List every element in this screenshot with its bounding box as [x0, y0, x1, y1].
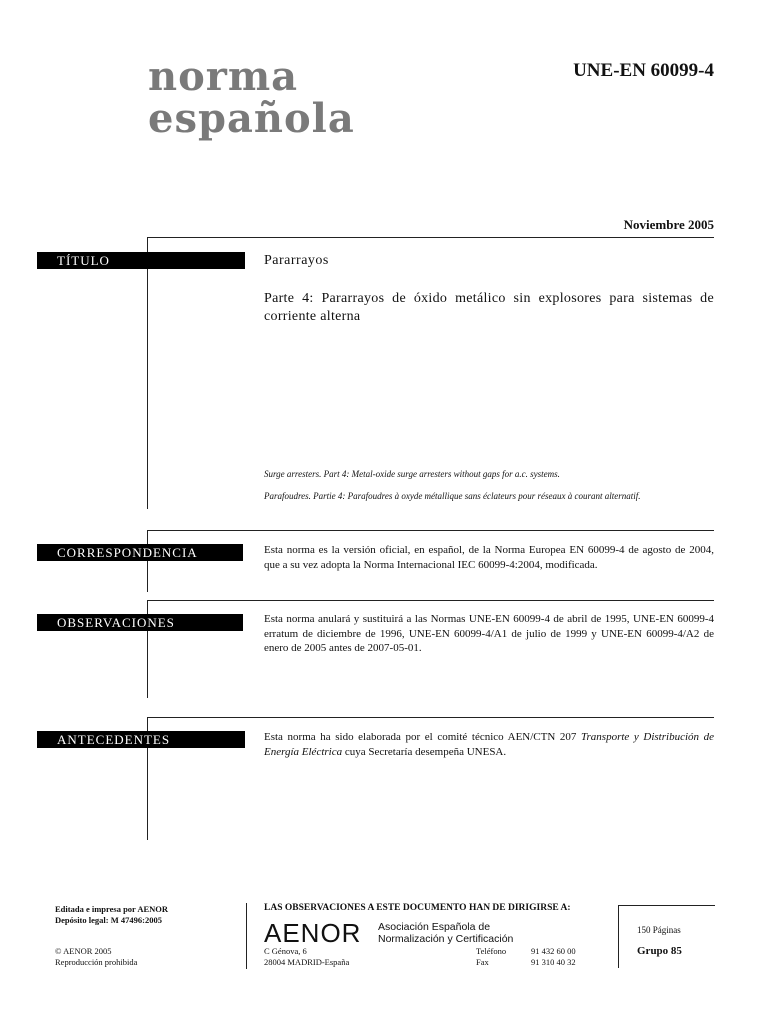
- phone-number: 91 432 60 00: [531, 946, 576, 956]
- title-french: Parafoudres. Partie 4: Parafoudres à oxyde métallique sans éclateurs pour réseaux à courant alternatif.: [264, 491, 641, 501]
- publication-date: Noviembre 2005: [623, 217, 714, 232]
- section-label-observaciones: OBSERVACIONES: [37, 614, 243, 631]
- footer-divider: [246, 903, 247, 969]
- footer-legal-deposit: Depósito legal: M 47496:2005: [55, 915, 162, 925]
- correspondencia-text: Esta norma es la versión oficial, en español, de la Norma Europea EN 60099-4 de agosto de 2004, que a su vez adopta la Norma Internacional IEC 60099-4:2004, modificada.: [264, 544, 714, 571]
- aenor-name-line-2: Normalización y Certificación: [378, 933, 514, 945]
- divider-correspondencia: [148, 530, 714, 531]
- brand-line-2: española: [148, 95, 355, 142]
- footer-observaciones-note: LAS OBSERVACIONES A ESTE DOCUMENTO HAN DE DIRIGIRSE A:: [264, 903, 571, 913]
- section-label-correspondencia: CORRESPONDENCIA: [37, 544, 243, 561]
- pages-box: [618, 905, 715, 968]
- section-label-antecedentes: ANTECEDENTES: [37, 731, 245, 748]
- divider-vertical-correspondencia: [147, 530, 148, 592]
- title-main: Pararrayos: [264, 253, 329, 268]
- divider-title: [148, 237, 714, 238]
- antecedentes-text: [264, 730, 714, 759]
- brand-title: [148, 53, 355, 142]
- title-subtitle: Parte 4: Pararrayos de óxido metálico sin explosores para sistemas de corriente alterna: [264, 291, 714, 324]
- page-count: 150 Páginas: [637, 925, 681, 935]
- footer-copyright: © AENOR 2005: [55, 946, 112, 956]
- observaciones-text: Esta norma anulará y sustituirá a las Normas UNE-EN 60099-4 de abril de 1995, UNE-EN 60099-4 erratum de diciembre de 1996, UNE-EN 60099-4/A1 de julio de 1999 y UNE-EN 60099-4/A2 de enero de 2005 antes de 2007-05-01.: [264, 613, 714, 654]
- document-number: UNE-EN 60099-4: [573, 60, 714, 81]
- address-street: C Génova, 6: [264, 946, 307, 956]
- footer-contact-values: [531, 946, 576, 968]
- address-city: 28004 MADRID-España: [264, 957, 350, 967]
- divider-observaciones: [148, 600, 714, 601]
- footer-copyright-block: [55, 946, 137, 968]
- brand-line-1: norma: [148, 53, 299, 100]
- antecedentes-committee-name: Transporte y Distribución de Energía Eléctrica: [264, 731, 714, 758]
- aenor-full-name: [378, 921, 513, 945]
- footer-reproduction: Reproducción prohibida: [55, 957, 138, 967]
- section-label-titulo: TÍTULO: [37, 252, 245, 269]
- title-english: Surge arresters. Part 4: Metal-oxide surge arresters without gaps for a.c. systems.: [264, 469, 560, 479]
- antecedentes-text-after: cuya Secretaría desempeña UNESA.: [342, 745, 507, 758]
- footer-address: [264, 946, 349, 968]
- price-group: Grupo 85: [637, 945, 682, 957]
- footer-edition: [55, 904, 168, 926]
- divider-vertical-title: [147, 237, 148, 509]
- aenor-name-line-1: Asociación Española de: [378, 921, 491, 933]
- footer-contact-labels: [476, 946, 506, 968]
- footer-edited-by: Editada e impresa por AENOR: [55, 904, 169, 914]
- fax-label: Fax: [476, 957, 489, 967]
- antecedentes-text-before: Esta norma ha sido elaborada por el comité técnico AEN/CTN 207: [264, 731, 582, 743]
- divider-antecedentes: [148, 717, 714, 718]
- phone-label: Teléfono: [476, 946, 507, 956]
- aenor-logo: AENOR: [264, 918, 362, 948]
- fax-number: 91 310 40 32: [531, 957, 576, 967]
